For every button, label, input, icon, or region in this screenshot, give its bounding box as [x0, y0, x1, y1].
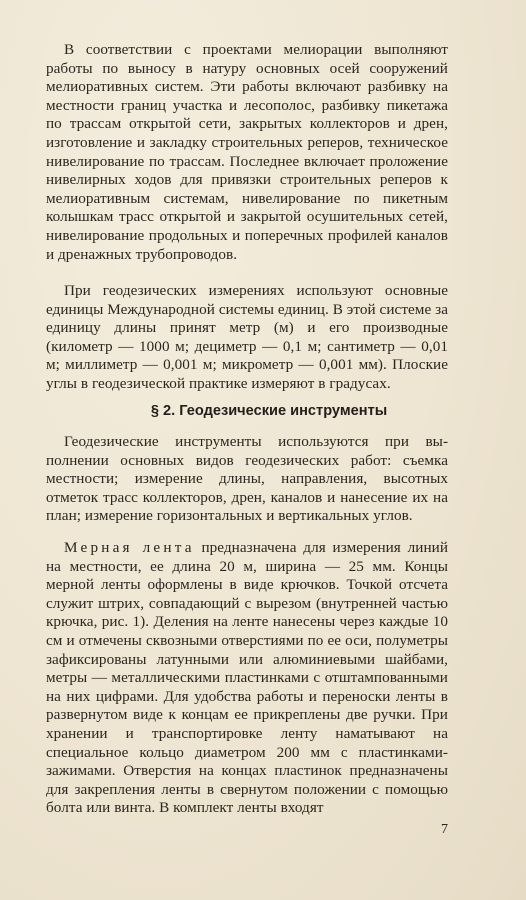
paragraph-measuring-tape	[46, 539, 448, 818]
term-measuring-tape: Мерная лента	[64, 539, 195, 556]
paragraph-si-units	[46, 282, 448, 394]
paragraph-geodetic-instruments	[46, 433, 448, 526]
paragraph-text: В соответствии с проектами мелиорации выполняют работы по выносу в натуру основных осей сооружений мелиоративных систем. Эти работы включают разбивку на местности границ участка и лесополос, разбивку пикетажа по трассам открытой сети, закрытых коллекторов и дрен, изготовление и закладку строительных реперов, техническое нивелирование по трассам. Последнее включает проложение нивелирных ходов для привязки строительных реперов к мелиоративным системам, нивелирование по пикетным колышкам трасс открытой и закрытой осушительных сетей, нивелирование продольных и поперечных профилей каналов и дренажных трубопроводов.	[46, 41, 448, 263]
section-heading: § 2. Геодезические инструменты	[150, 403, 388, 419]
page-number: 7	[441, 822, 448, 837]
paragraph-text: При геодезических измерениях используют основные единицы Международной системы единиц. В этой системе за единицу длины принят метр (м) и его производные (километр — 1000 м; дециметр — 0,1 м; сантиметр — 0,01 м; миллиметр — 0,001 м; микрометр — 0,001 мм). Плоские углы в геодезической практике измеряют в градусах.	[46, 282, 448, 392]
paragraph-melioration-works	[46, 41, 448, 264]
paragraph-text-rest: предназначена для измерения линий на местности, ее длина 20 м, ширина — 25 мм. Концы мерной ленты оформлены в виде крючков. Точкой отсчета служит штрих, совпадающий с вырезом (внутренней частью крючка, рис. 1). Деления на ленте нанесены через каждые 10 см и отмечены сквозными отверстиями по ее оси, полуметры зафиксированы латунными или алюминиевыми шайбами, метры — металлическими пластинками с отштампованными на них цифрами. Для удобства работы и переноски ленты в развернутом виде к концам ее прикреплены две ручки. При хранении и транспортировке ленту наматывают на специальное кольцо диаметром 200 мм с пластинками-зажимами. Отверстия на концах пластинок предназначены для закрепления ленты в свернутом положении с помощью болта или винта. В комплект ленты входят	[46, 539, 448, 817]
paragraph-text: Геодезические инструменты используются при выполнении основных видов геодезических работ: съемка местности; измерение длины, направления, высотных отметок трасс коллекторов, дрен, каналов и нанесение их на план; измерение горизонтальных и вертикальных углов.	[46, 433, 448, 525]
paragraph-text	[46, 539, 448, 818]
